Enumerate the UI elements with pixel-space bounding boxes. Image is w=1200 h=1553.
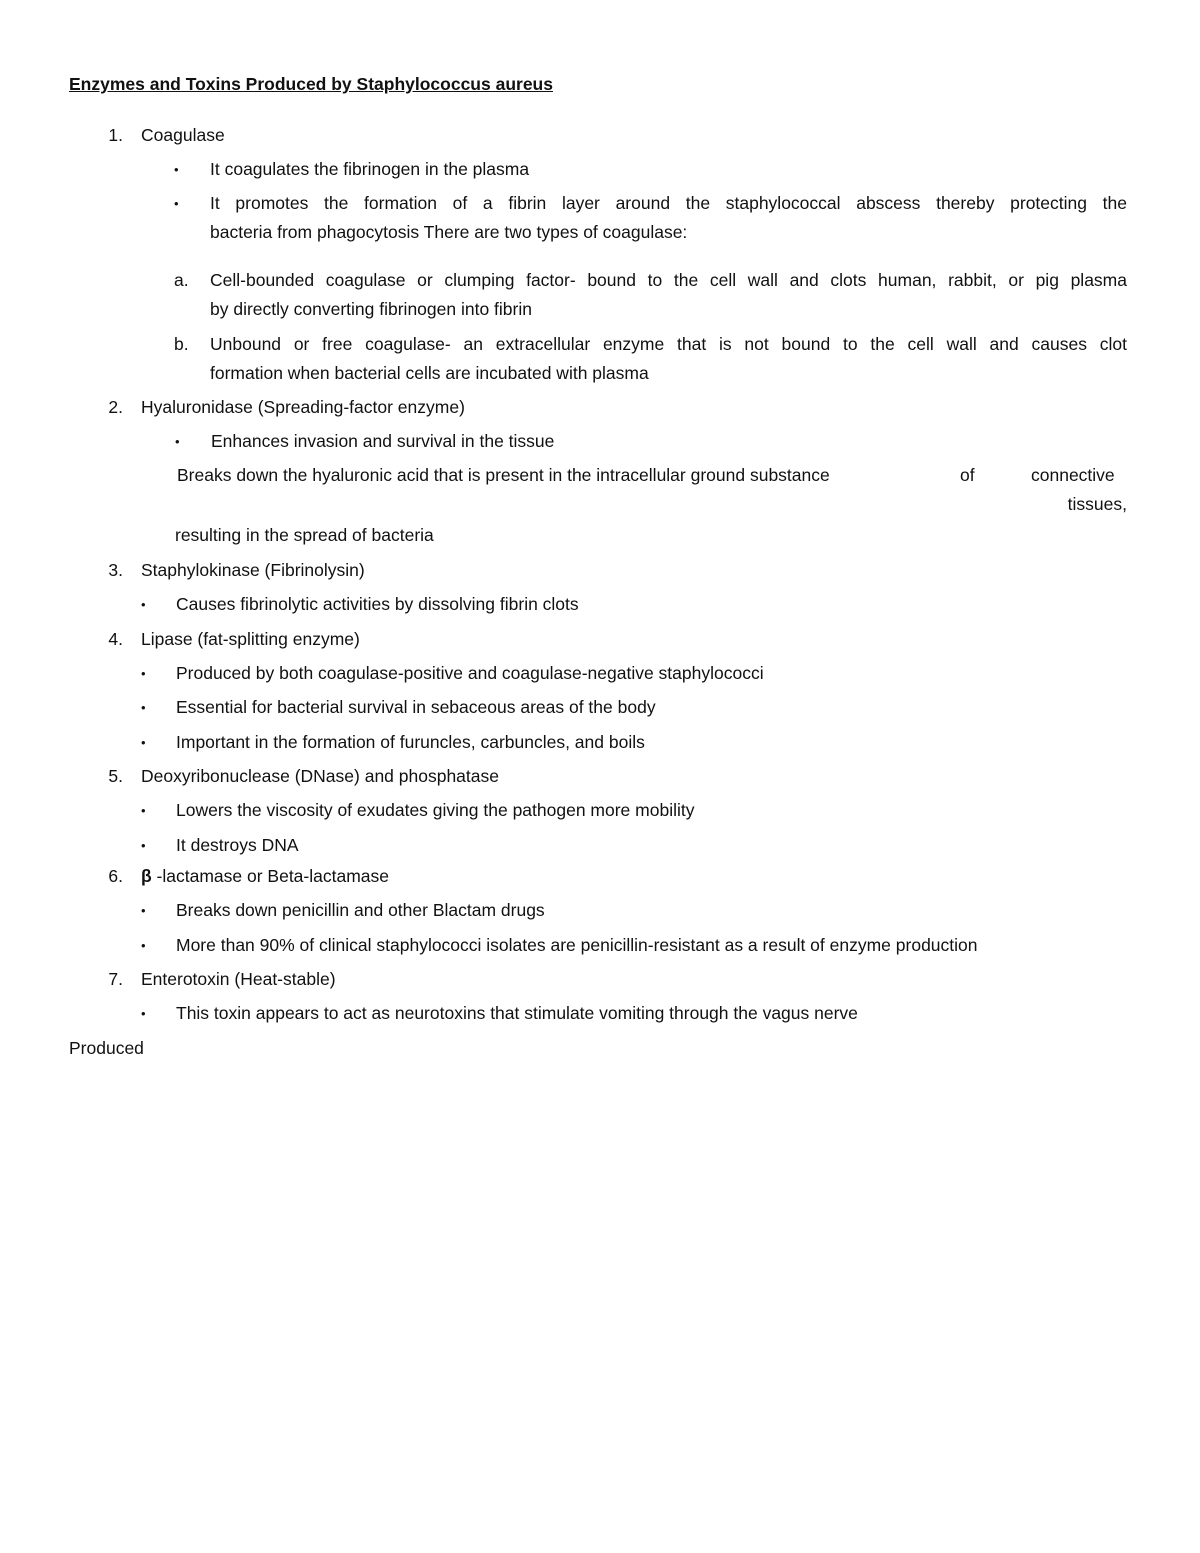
sub-item-a-line-2: by directly converting fibrinogen into fibrin (210, 299, 532, 319)
section-5-bullet-2: It destroys DNA (176, 835, 299, 855)
section-3-bullet-1: Causes fibrinolytic activities by dissolving fibrin clots (176, 594, 579, 614)
bullet-icon: • (174, 196, 179, 211)
bullet-icon: • (141, 735, 146, 750)
bullet-icon: • (141, 803, 146, 818)
section-2-heading: Hyaluronidase (Spreading-factor enzyme) (141, 397, 465, 417)
beta-symbol: β (141, 866, 152, 886)
section-2-paragraph-part-1: Breaks down the hyaluronic acid that is present in the intracellular ground substance (177, 465, 830, 485)
section-6-heading-text: -lactamase or Beta-lactamase (151, 866, 390, 886)
section-7-number: 7. (108, 969, 123, 989)
sub-item-a-line-1: Cell-bounded coagulase or clumping factor- bound to the cell wall and clots human, rabbit, or pig plasma (210, 270, 1127, 290)
section-1-heading: Coagulase (141, 125, 225, 145)
section-2-number: 2. (108, 397, 123, 417)
section-6-bullet-2: More than 90% of clinical staphylococci isolates are penicillin-resistant as a result of enzyme production (176, 935, 978, 955)
section-1-bullet-2-line-2: bacteria from phagocytosis There are two types of coagulase: (210, 222, 688, 242)
sub-item-b-line-2: formation when bacterial cells are incubated with plasma (210, 363, 649, 383)
section-4-bullet-1: Produced by both coagulase-positive and coagulase-negative staphylococci (176, 663, 764, 683)
bullet-icon: • (141, 838, 146, 853)
footer-text: Produced (69, 1038, 144, 1058)
sub-item-b-line-1: Unbound or free coagulase- an extracellular enzyme that is not bound to the cell wall and causes clot (210, 334, 1127, 354)
section-4-bullet-3: Important in the formation of furuncles, carbuncles, and boils (176, 732, 645, 752)
section-2-paragraph-line-3: resulting in the spread of bacteria (175, 525, 434, 545)
section-7-bullet-1: This toxin appears to act as neurotoxins that stimulate vomiting through the vagus nerve (176, 1003, 858, 1023)
section-5-number: 5. (108, 766, 123, 786)
sub-item-b-marker: b. (174, 334, 189, 354)
bullet-icon: • (141, 597, 146, 612)
sub-item-a-marker: a. (174, 270, 189, 290)
bullet-icon: • (175, 434, 180, 449)
section-3-number: 3. (108, 560, 123, 580)
section-1-bullet-2-line-1: It promotes the formation of a fibrin layer around the staphylococcal abscess thereby protecting the (210, 193, 1127, 213)
section-6-heading (141, 868, 389, 886)
section-6-number: 6. (108, 866, 123, 886)
section-2-bullet-1: Enhances invasion and survival in the tissue (211, 431, 555, 451)
section-2-paragraph-part-3: connective (1031, 465, 1115, 485)
document-title: Enzymes and Toxins Produced by Staphylococcus aureus (69, 74, 553, 94)
bullet-icon: • (141, 903, 146, 918)
bullet-icon: • (141, 938, 146, 953)
section-4-bullet-2: Essential for bacterial survival in sebaceous areas of the body (176, 697, 656, 717)
section-5-heading: Deoxyribonuclease (DNase) and phosphatase (141, 766, 499, 786)
section-2-paragraph-part-2: of (960, 465, 975, 485)
bullet-icon: • (174, 162, 179, 177)
section-4-number: 4. (108, 629, 123, 649)
bullet-icon: • (141, 666, 146, 681)
section-5-bullet-1: Lowers the viscosity of exudates giving the pathogen more mobility (176, 800, 695, 820)
section-1-number: 1. (108, 125, 123, 145)
section-4-heading: Lipase (fat-splitting enzyme) (141, 629, 360, 649)
bullet-icon: • (141, 700, 146, 715)
bullet-icon: • (141, 1006, 146, 1021)
section-7-heading: Enterotoxin (Heat-stable) (141, 969, 336, 989)
section-2-paragraph-part-4: tissues, (1067, 494, 1127, 514)
section-1-bullet-1: It coagulates the fibrinogen in the plasma (210, 159, 530, 179)
section-3-heading: Staphylokinase (Fibrinolysin) (141, 560, 365, 580)
section-6-bullet-1: Breaks down penicillin and other Blactam drugs (176, 900, 545, 920)
